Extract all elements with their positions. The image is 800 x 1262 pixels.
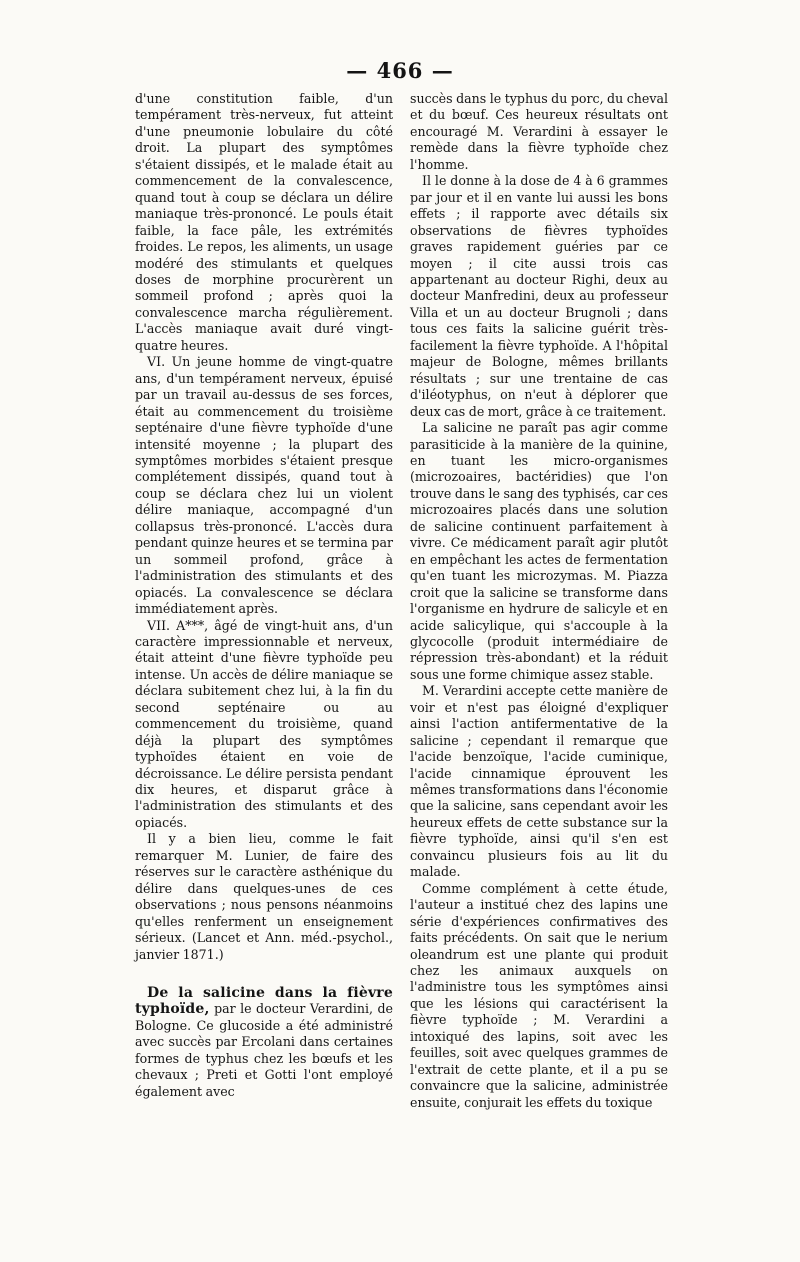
paragraph-text: Il y a bien lieu, comme le fait remarquer M. Lunier, de faire des réserves sur le caractère asthénique du délire dans quelques-unes de ces observations ; nous pensons néanmoins qu'elles renferment un enseignement sérieux. (Lancet et Ann. méd.-psychol., janvier 1871.) (135, 831, 393, 962)
paragraph-text: VII. A***, âgé de vingt-huit ans, d'un caractère impressionnable et nerveux, était atteint d'une fièvre typhoïde peu intense. Un accès de délire maniaque se déclara subitement chez lui, à la fin du second septénaire ou au commencement du troisième, quand déjà la plupart des symptômes typhoïdes étaient en voie de décroissance. Le délire persista pendant dix heures, et disparut grâce à l'administration des stimulants et des opiacés. (135, 617, 393, 830)
paragraph (410, 91, 668, 173)
paragraph-text: d'une constitution faible, d'un tempérament très-nerveux, fut atteint d'une pneumonie lobulaire du côté droit. La plupart des symptômes s'étaient dissipés, et le malade était au commencement de la convalescence, quand tout à coup se déclara un délire maniaque très-prononcé. Le pouls était faible, la face pâle, les extrémités froides. Le repos, les aliments, un usage modéré des stimulants et quelques doses de morphine procurèrent un sommeil profond ; après quoi la convalescence marcha régulièrement. L'accès maniaque avait duré vingt-quatre heures. (135, 91, 393, 353)
paragraph (135, 831, 393, 963)
page-number: — 466 — (346, 58, 454, 83)
paragraph (135, 354, 393, 617)
paragraph (135, 618, 393, 832)
paragraph-text: Comme complément à cette étude, l'auteur a institué chez des lapins une série d'expériences confirmatives des faits précédents. On sait que le nerium oleandrum est une plante qui produit chez les animaux auxquels on l'administre tous les symptômes ainsi que les lésions qui caractérisent la fièvre typhoïde ; M. Verardini a intoxiqué des lapins, soit avec les feuilles, soit avec quelques grammes de l'extrait de cette plante, et il a pu se convaincre que la salicine, administrée ensuite, conjurait les effets du toxique (410, 880, 668, 1110)
paragraph (410, 173, 668, 420)
section-headline: De la salicine dans la fièvre typhoïde, (135, 985, 393, 1018)
paragraph-text: M. Verardini accepte cette manière de voir et n'est pas éloigné d'expliquer ainsi l'action antifermentative de la salicine ; cependant il remarque que l'acide benzoïque, l'acide cuminique, l'acide cinnamique éprouvent les mêmes transformations dans l'économie que la salicine, sans cependant avoir les heureux effets de cette substance sur la fièvre typhoïde, ainsi qu'il s'en est convaincu plusieurs fois au lit du malade. (410, 683, 668, 880)
paragraph (410, 881, 668, 1111)
paragraph-text: succès dans le typhus du porc, du cheval et du bœuf. Ces heureux résultats ont encouragé M. Verardini à essayer le remède dans la fièvre typhoïde chez l'homme. (410, 91, 668, 172)
paragraph (410, 683, 668, 880)
paragraph (135, 91, 393, 354)
left-column (135, 91, 393, 1100)
paragraph-text: VI. Un jeune homme de vingt-quatre ans, d'un tempérament nerveux, épuisé par un travail au-dessus de ses forces, était au commencement du troisième septénaire d'une fièvre typhoïde d'une intensité moyenne ; la plupart des symptômes morbides s'étaient presque complétement dissipés, quand tout à coup se déclara chez lui un violent délire maniaque, accompagné d'un collapsus très-prononcé. L'accès dura pendant quinze heures et se termina par un sommeil profond, grâce à l'administration des stimulants et des opiacés. La convalescence se déclara immédiatement après. (135, 354, 393, 617)
right-column (410, 91, 668, 1111)
paragraph-text: Il le donne à la dose de 4 à 6 grammes par jour et il en vante lui aussi les bons effets ; il rapporte avec détails six observations de fièvres typhoïdes graves rapidement guéries par ce moyen ; il cite aussi trois cas appartenant au docteur Righi, deux au docteur Manfredini, deux au professeur Villa et un au docteur Brugnoli ; dans tous ces faits la salicine guérit très-facilement la fièvre typhoïde. A l'hôpital majeur de Bologne, mêmes brillants résultats ; sur une trentaine de cas d'iléotyphus, on n'eut à déplorer que deux cas de mort, grâce à ce traitement. (410, 173, 668, 419)
paragraph (135, 985, 393, 1100)
paragraph (410, 420, 668, 683)
paragraph-text: La salicine ne paraît pas agir comme parasiticide à la manière de la quinine, en tuant les micro-organismes (microzoaires, bactéridies) que l'on trouve dans le sang des typhisés, car ces microzoaires placés dans une solution de salicine continuent parfaitement à vivre. Ce médicament paraît agir plutôt en empêchant les actes de fermentation qu'en tuant les microzymas. M. Piazza croit que la salicine se transforme dans l'organisme en hydrure de salicyle et en acide salicylique, qui s'accouple à la glycocolle (produit intermédiaire de répression très-abondant) et la réduit sous une forme chimique assez stable. (410, 420, 668, 682)
section-gap (135, 963, 393, 985)
paragraph-text: par le docteur Verardini, de Bologne. Ce glucoside a été administré avec succès par Ercolani dans certaines formes de typhus chez les bœufs et les chevaux ; Preti et Gotti l'ont employé également avec (135, 1001, 393, 1099)
